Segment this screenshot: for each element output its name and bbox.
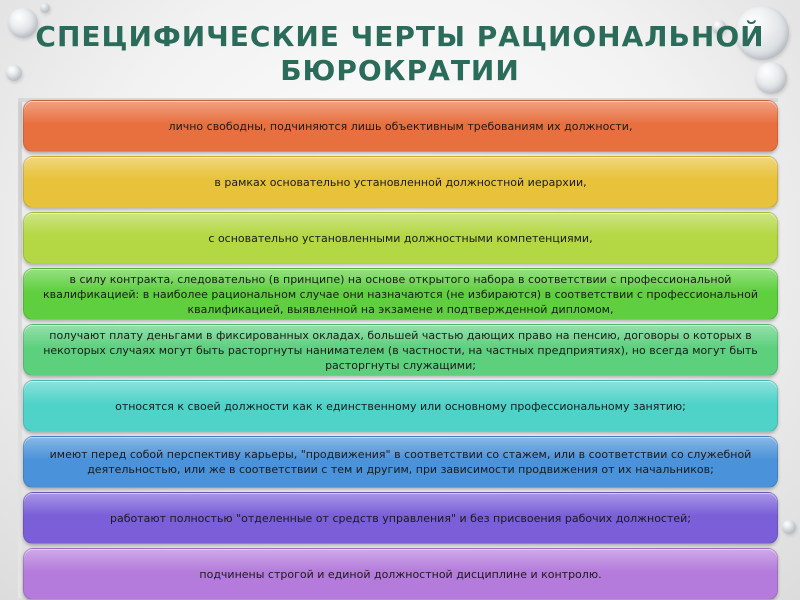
feature-item-text: работают полностью "отделенные от средств управления" и без присвоения рабочих должностей; (109, 511, 692, 525)
feature-item (23, 492, 778, 544)
feature-item (23, 156, 778, 208)
feature-item (23, 380, 778, 432)
feature-item-text: подчинены строгой и единой должностной дисциплине и контролю. (199, 567, 602, 581)
water-drop (782, 520, 796, 534)
feature-item-text: относятся к своей должности как к единственному или основному профессиональному занятию; (115, 399, 686, 413)
feature-item-text: получают плату деньгами в фиксированных окладах, большей частью дающих право на пенсию, договоры о которых в некоторых случаях могут быть расторгнуты нанимателем (в частности, на частных предприятиях), но всегда могут быть расторгнуты служащими; (43, 328, 758, 372)
frame-line-left (18, 98, 22, 598)
slide-title-line-2: БЮРОКРАТИИ (280, 54, 520, 87)
feature-item (23, 268, 778, 320)
feature-item (23, 324, 778, 376)
feature-item (23, 212, 778, 264)
slide-title-line-1: СПЕЦИФИЧЕСКИЕ ЧЕРТЫ РАЦИОНАЛЬНОЙ (35, 20, 765, 53)
feature-item-text: в силу контракта, следовательно (в принципе) на основе открытого набора в соответствии с профессиональной квалификацией: в наиболее рациональном случае они назначаются (не избираются) в соответствии с профессиональной квалификацией, выявленной на экзамене и подтвержденной дипломом, (43, 272, 758, 316)
slide-title (0, 20, 800, 88)
feature-item (23, 436, 778, 488)
feature-item-text: с основательно установленными должностными компетенциями, (208, 231, 593, 245)
feature-item-text: имеют перед собой перспективу карьеры, "продвижения" в соответствии со стажем, или в соответствии со служебной деятельностью, или же в соответствии с тем и другим, при зависимости продвижения от их начальников; (49, 448, 752, 476)
feature-item-text: в рамках основательно установленной должностной иерархии, (214, 175, 587, 189)
water-drop (40, 3, 50, 13)
feature-item-text: лично свободны, подчиняются лишь объективным требованиям их должности, (168, 119, 633, 133)
feature-item (23, 100, 778, 152)
feature-item (23, 548, 778, 600)
